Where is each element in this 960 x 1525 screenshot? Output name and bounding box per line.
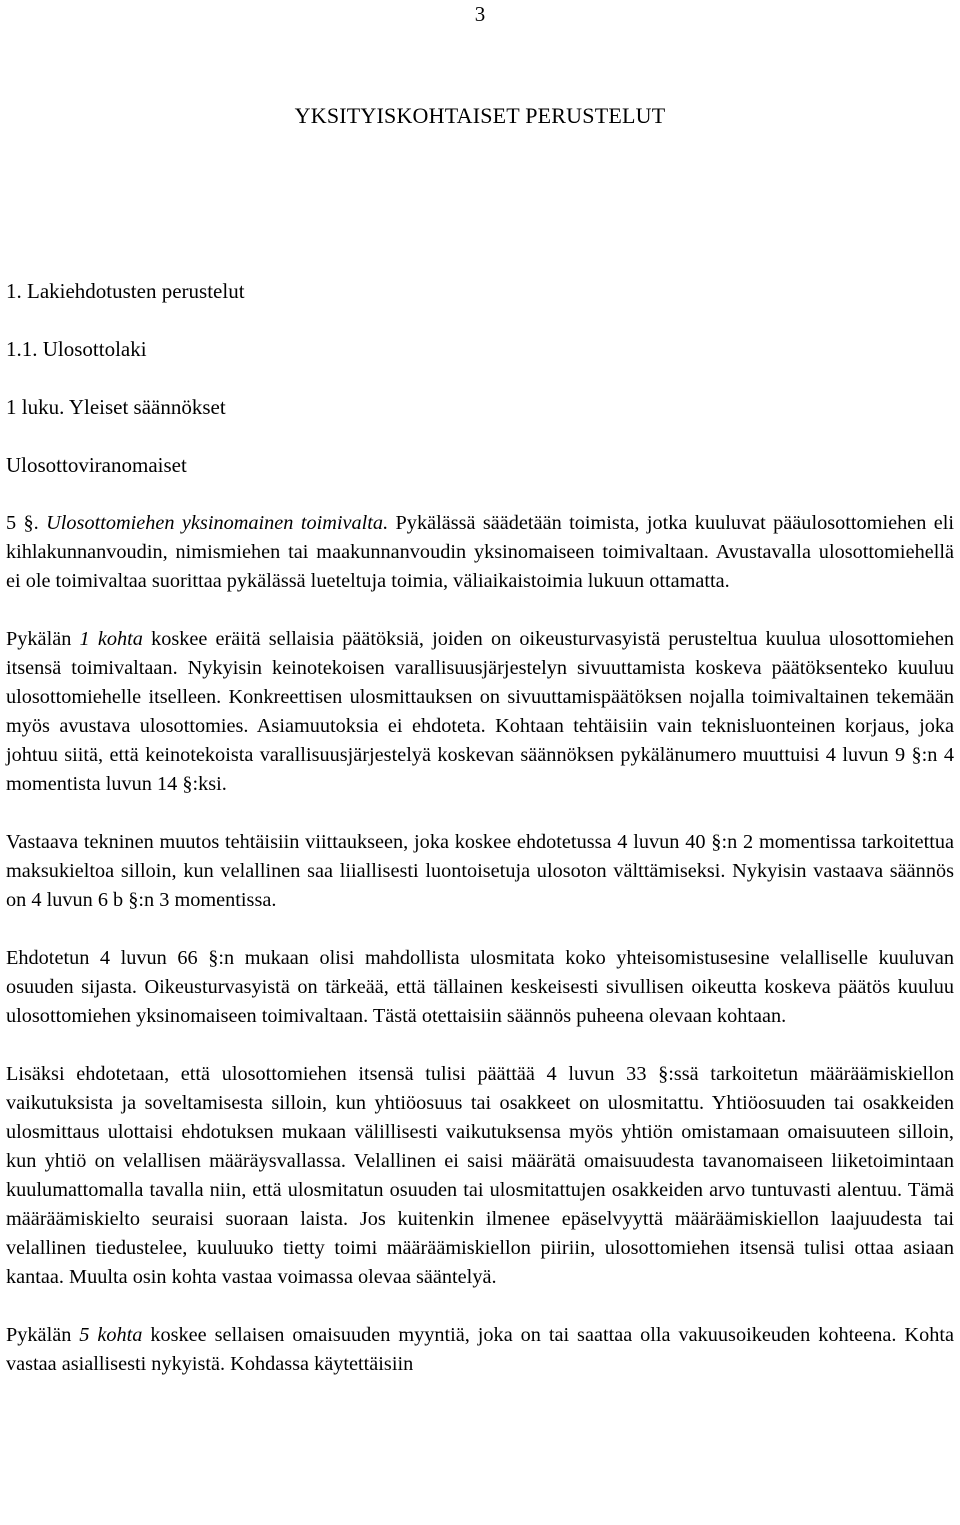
paragraph-text: koskee eräitä sellaisia päätöksiä, joiden on oikeusturvasyistä perusteltua kuulua ulosottomiehen itsensä toimivaltaan. Nykyisin keinotekoisen varallisuusjärjestelyn sivuuttamista koskeva päätöksenteko kuuluu ulosottomiehelle itselleen. Konkreettisen ulosmittauksen on sivuuttamispäätöksen nojalla toimivaltainen tekemään myös avustava ulosottomies. Asiamuutoksia ei ehdoteta. Kohtaan tehtäisiin vain teknisluonteinen korjaus, joka johtuu siitä, että keinotekoista varallisuusjärjestelyä koskevan säännöksen pykälänumero muuttuisi 4 luvun 9 §:n 4 momentista luvun 14 §:ksi. xyxy=(6,628,954,795)
kohta-reference: 1 kohta xyxy=(79,628,143,650)
document-body xyxy=(6,509,954,1379)
kohta-reference: 5 kohta xyxy=(79,1324,143,1346)
chapter-title: Yleiset säännökset xyxy=(68,395,226,419)
topic-heading-ulosottoviranomaiset: Ulosottoviranomaiset xyxy=(6,453,187,477)
paragraph-kohta-1 xyxy=(6,625,954,799)
paragraph-text: Pykälän xyxy=(6,1324,80,1346)
section-heading: Ulosottomiehen yksinomainen toimivalta. xyxy=(46,512,389,534)
paragraph-text: koskee sellaisen omaisuuden myyntiä, joka on tai saattaa olla vakuusoikeuden kohteena. Kohta vastaa asiallisesti nykyistä. Kohdassa käytettäisiin xyxy=(6,1324,954,1375)
section-heading-lakiehdotusten-perustelut: 1. Lakiehdotusten perustelut xyxy=(6,279,245,303)
chapter-heading xyxy=(6,394,226,420)
paragraph-text: Pykälän xyxy=(6,628,80,650)
document-title: YKSITYISKOHTAISET PERUSTELUT xyxy=(294,103,666,128)
section-number: 5 §. xyxy=(6,512,39,534)
paragraph-yhteisomistusesine: Ehdotetun 4 luvun 66 §:n mukaan olisi mahdollista ulosmitata koko yhteisomistusesine velalliselle kuuluvan osuuden sijasta. Oikeusturvasyistä on tärkeää, että tällainen keskeisesti sivullisen oikeutta koskeva päätös kuuluu ulosottomiehen yksinomaiseen toimivaltaan. Tästä otettaisiin säännös puheena olevaan kohtaan. xyxy=(6,947,954,1027)
subsection-heading-ulosottolaki: 1.1. Ulosottolaki xyxy=(6,337,147,361)
paragraph-section-5 xyxy=(6,509,954,596)
paragraph-kohta-5 xyxy=(6,1321,954,1379)
chapter-number: 1 luku. xyxy=(6,395,69,419)
paragraph-maaraamiskielto: Lisäksi ehdotetaan, että ulosottomiehen itsensä tulisi päättää 4 luvun 33 §:ssä tarkoitetun määräämiskiellon vaikutuksista ja soveltamisesta silloin, kun yhtiöosuus tai osakkeet on ulosmitattu. Yhtiöosuuden tai osakkeiden ulosmittaus ulottaisi ehdotuksen mukaan välillisesti vaikutuksensa myös yhtiön omistamaan omaisuuteen silloin, kun yhtiö on velallisen määräysvallassa. Velallinen ei saisi määrätä omaisuudesta tavanomaiseen liiketoimintaan kuulumattomalla tavalla niin, että ulosmitatun osuuden tai ulosmitattujen osakkeiden arvo tuntuvasti alentuu. Tämä määräämiskielto seuraisi suoraan laista. Jos kuitenkin ilmenee epäselvyyttä määräämiskiellon laajuudesta tai velallinen tiedustelee, kuuluuko tietty toimi määräämiskiellon piiriin, ulosottomiehen itsensä tulisi ottaa asiaan kantaa. Muulta osin kohta vastaa voimassa olevaa sääntelyä. xyxy=(6,1063,954,1288)
paragraph-tekninen-muutos: Vastaava tekninen muutos tehtäisiin viittaukseen, joka koskee ehdotetussa 4 luvun 40 §:n 2 momentissa tarkoitettua maksukieltoa silloin, kun velallinen saa liiallisesti luontoisetuja ulosoton välttämiseksi. Nykyisin vastaava säännös on 4 luvun 6 b §:n 3 momentissa. xyxy=(6,831,954,911)
section-text: Pykälässä säädetään toimista, jotka kuuluvat pääulosottomiehen eli kihlakunnanvoudin, nimismiehen tai maakunnanvoudin yksinomaiseen toimivaltaan. Avustavalla ulosottomiehellä ei ole toimivaltaa suorittaa pykälässä lueteltuja toimia, väliaikaistoimia lukuun ottamatta. xyxy=(6,512,955,592)
page-number: 3 xyxy=(474,2,486,26)
